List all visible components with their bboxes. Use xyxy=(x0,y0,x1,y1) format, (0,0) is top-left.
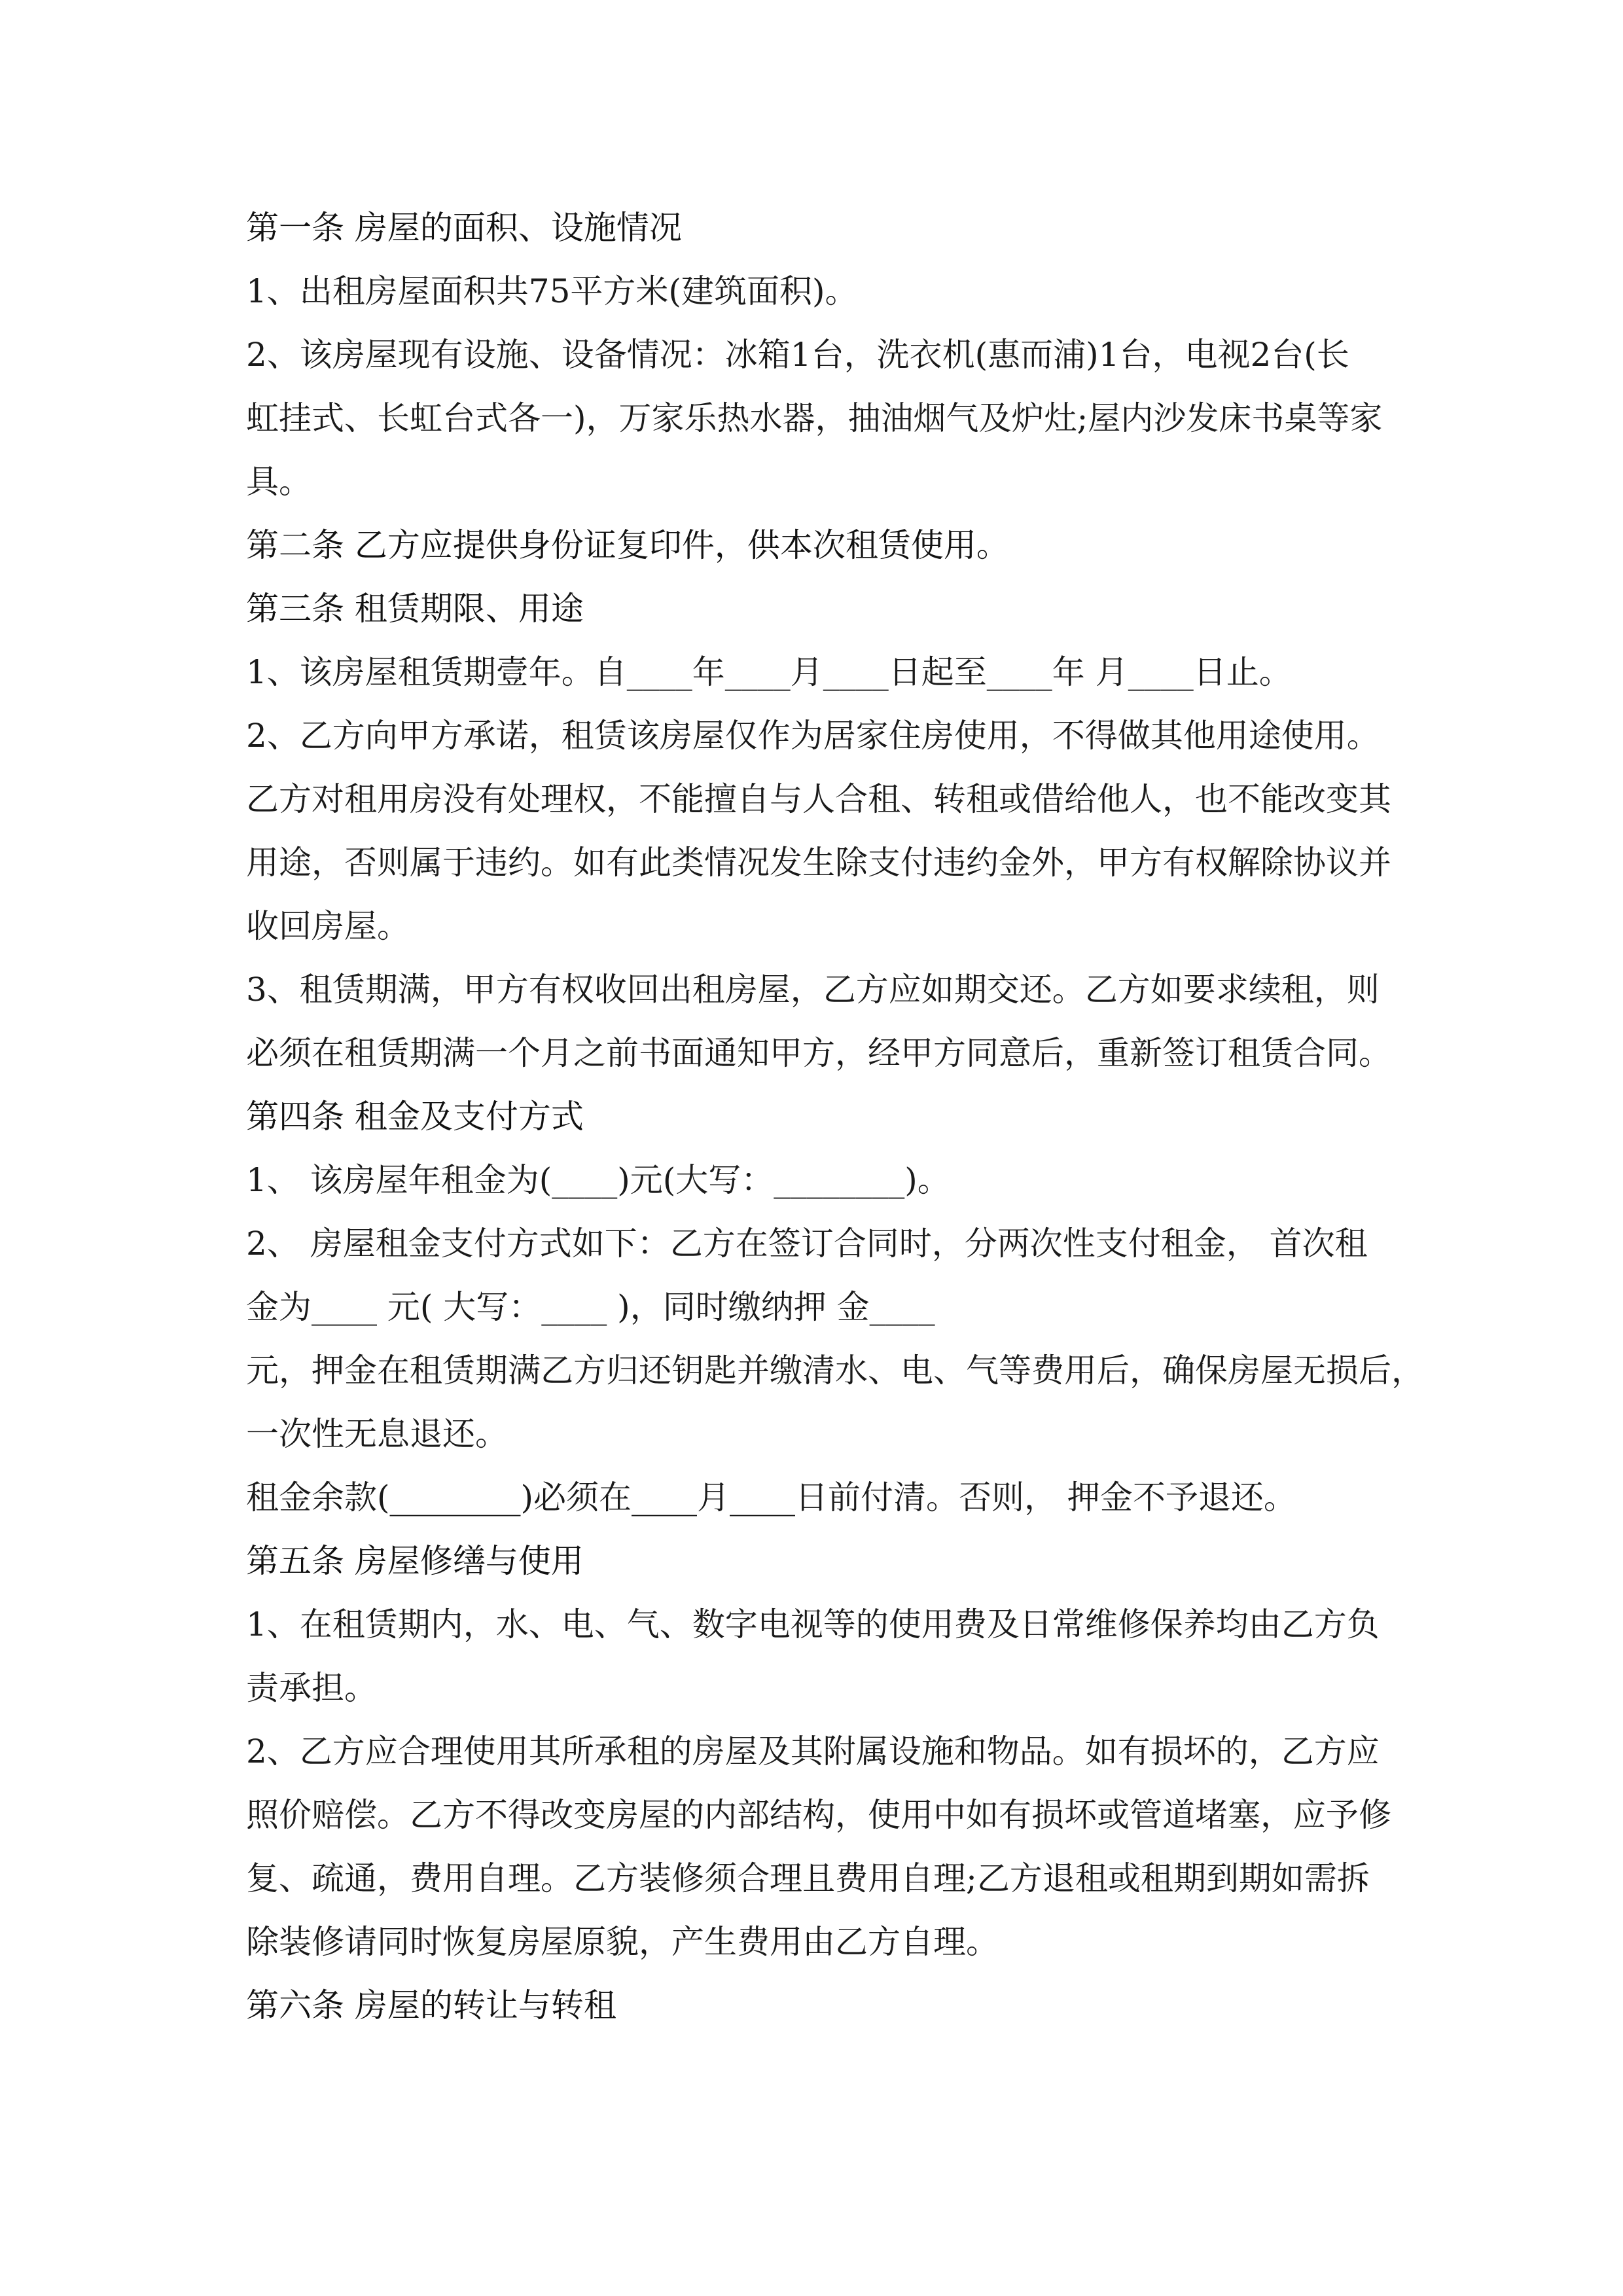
article-3-clause-3-line-1: 3、租赁期满，甲方有权收回出租房屋，乙方应如期交还。乙方如要求续租，则 xyxy=(246,971,1380,1009)
article-1-clause-2-line-1: 2、该房屋现有设施、设备情况：冰箱1台，洗衣机(惠而浦)1台，电视2台(长 xyxy=(246,336,1349,374)
article-3-clause-3-line-2: 必须在租赁期满一个月之前书面通知甲方，经甲方同意后，重新签订租赁合同。 xyxy=(246,1034,1391,1072)
article-1-clause-2-line-3: 具。 xyxy=(246,463,312,501)
article-3-clause-2-line-1: 2、乙方向甲方承诺，租赁该房屋仅作为居家住房使用，不得做其他用途使用。 xyxy=(246,717,1380,755)
article-4-heading: 第四条 租金及支付方式 xyxy=(246,1098,584,1136)
article-3-clause-2-line-2: 乙方对租用房没有处理权，不能擅自与人合租、转租或借给他人，也不能改变其 xyxy=(246,780,1391,818)
article-5-clause-2-line-4: 除装修请同时恢复房屋原貌，产生费用由乙方自理。 xyxy=(246,1923,999,1961)
article-1-clause-2-line-2: 虹挂式、长虹台式各一)，万家乐热水器，抽油烟气及炉灶;屋内沙发床书桌等家 xyxy=(246,399,1383,437)
article-4-clause-2-line-4: 一次性无息退还。 xyxy=(246,1415,508,1453)
article-6-heading: 第六条 房屋的转让与转租 xyxy=(246,1986,616,2024)
article-5-clause-1-line-2: 责承担。 xyxy=(246,1669,377,1707)
article-3-clause-2-line-4: 收回房屋。 xyxy=(246,907,410,945)
article-2-heading: 第二条 乙方应提供身份证复印件，供本次租赁使用。 xyxy=(246,526,1009,564)
contract-body xyxy=(246,196,1424,2037)
article-3-clause-1: 1、该房屋租赁期壹年。自____年____月____日起至____年 月____日止。 xyxy=(246,653,1292,691)
article-4-clause-2-line-2: 金为____ 元( 大写：____ )，同时缴纳押 金____ xyxy=(246,1288,935,1326)
article-5-heading: 第五条 房屋修缮与使用 xyxy=(246,1542,584,1580)
article-3-clause-2-line-3: 用途，否则属于违约。如有此类情况发生除支付违约金外，甲方有权解除协议并 xyxy=(246,844,1391,882)
article-3-heading: 第三条 租赁期限、用途 xyxy=(246,590,584,628)
article-1-clause-1: 1、出租房屋面积共75平方米(建筑面积)。 xyxy=(246,272,858,310)
article-4-clause-2-line-1: 2、 房屋租金支付方式如下：乙方在签订合同时，分两次性支付租金， 首次租 xyxy=(246,1225,1368,1263)
article-4-clause-2-line-3: 元，押金在租赁期满乙方归还钥匙并缴清水、电、气等费用后，确保房屋无损后， xyxy=(246,1352,1424,1390)
article-1-heading: 第一条 房屋的面积、设施情况 xyxy=(246,209,682,247)
article-5-clause-1-line-1: 1、在租赁期内，水、电、气、数字电视等的使用费及日常维修保养均由乙方负 xyxy=(246,1605,1380,1643)
article-4-clause-1: 1、 该房屋年租金为(____)元(大写：________)。 xyxy=(246,1161,950,1199)
article-5-clause-2-line-1: 2、乙方应合理使用其所承租的房屋及其附属设施和物品。如有损坏的，乙方应 xyxy=(246,1732,1380,1770)
article-5-clause-2-line-2: 照价赔偿。乙方不得改变房屋的内部结构，使用中如有损坏或管道堵塞，应予修 xyxy=(246,1796,1391,1834)
article-5-clause-2-line-3: 复、疏通，费用自理。乙方装修须合理且费用自理;乙方退租或租期到期如需拆 xyxy=(246,1859,1370,1897)
article-4-balance-line: 租金余款(________)必须在____月____日前付清。否则， 押金不予退还。 xyxy=(246,1479,1296,1516)
